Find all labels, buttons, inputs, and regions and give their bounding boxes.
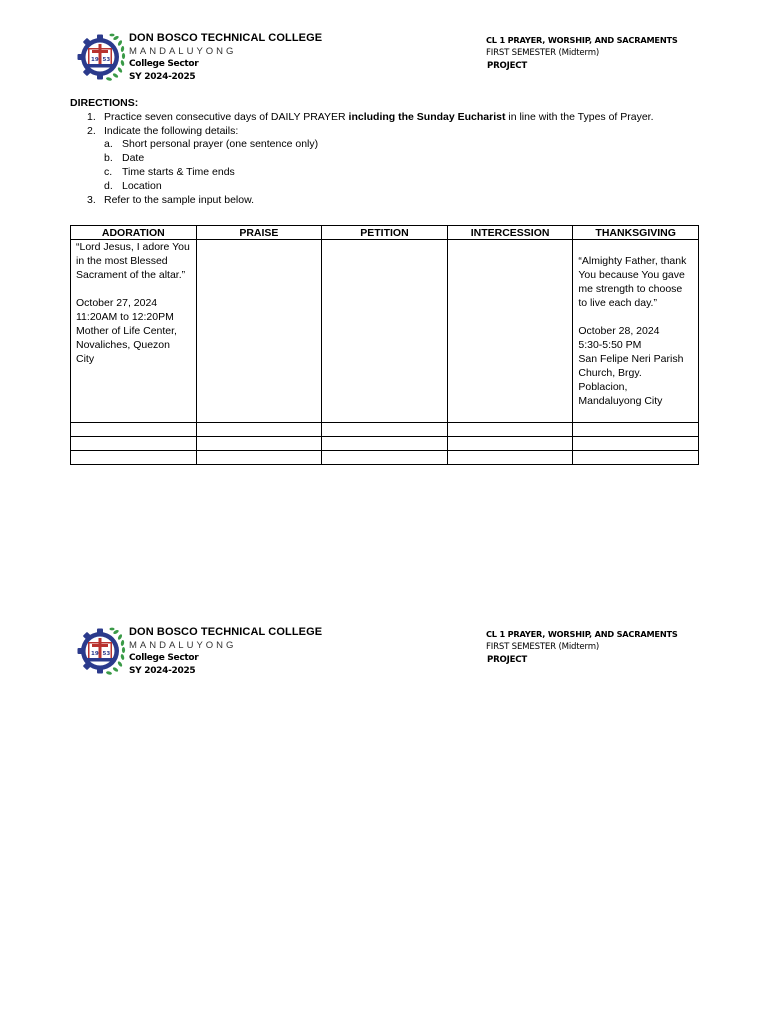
school-city: MANDALUYONG [129,46,237,57]
semester: FIRST SEMESTER (Midterm) [486,642,600,652]
school-year: SY 2024-2025 [129,72,196,82]
table-header-row [71,226,699,240]
direction-text: in line with the Types of Prayer. [505,110,654,123]
table-cell[interactable] [196,451,322,465]
direction-number: 1. [87,110,96,123]
table-cell[interactable] [71,423,197,437]
school-name: DON BOSCO TECHNICAL COLLEGE [129,32,323,44]
direction-number: 2. [87,124,96,137]
direction-item [70,194,710,208]
column-header-adoration: ADORATION [71,226,197,240]
school-year: SY 2024-2025 [129,666,196,676]
table-cell[interactable] [447,423,573,437]
table-cell[interactable] [447,451,573,465]
table-cell[interactable] [322,437,448,451]
project-label: PROJECT [487,61,528,71]
subitem-text: Short personal prayer (one sentence only) [122,138,319,151]
column-header-petition: PETITION [322,226,448,240]
course-block [486,628,678,667]
subitem-letter: a. [104,138,113,151]
direction-item [70,111,710,125]
table-cell[interactable] [573,437,699,451]
adoration-cell[interactable] [71,240,197,423]
table-row [71,451,699,465]
directions-heading: DIRECTIONS: [70,97,139,109]
direction-subitem [70,138,710,152]
petition-cell[interactable] [322,240,448,423]
direction-subitem [70,166,710,180]
direction-text: Practice seven consecutive days of DAILY PRAYER [104,110,349,123]
table-row [71,423,699,437]
table-cell[interactable] [447,437,573,451]
page-header [76,31,716,87]
thanksgiving-entry: “Almighty Father, thank You because You gave me strength to choose to live each day.” October 28, 2024 5:30-5:50 PM San Felipe Neri Parish Church, Brgy. Poblacion, Mandaluyong City [578,255,687,407]
direction-text: Refer to the sample input below. [104,193,255,206]
school-sector: College Sector [129,59,199,69]
semester: FIRST SEMESTER (Midterm) [486,48,600,58]
school-block [129,32,322,84]
direction-text: Indicate the following details: [104,124,239,137]
school-name: DON BOSCO TECHNICAL COLLEGE [129,626,323,638]
column-header-thanksgiving: THANKSGIVING [573,226,699,240]
school-logo-icon [76,31,128,83]
table-cell[interactable] [322,423,448,437]
subitem-letter: c. [104,165,113,178]
directions [70,97,710,207]
direction-emphasis: including the Sunday Eucharist [348,110,506,123]
thanksgiving-cell[interactable] [573,240,699,423]
direction-item [70,125,710,139]
column-header-intercession: INTERCESSION [447,226,573,240]
table-cell[interactable] [573,423,699,437]
school-logo-icon [76,625,128,677]
table-cell[interactable] [71,451,197,465]
subitem-letter: b. [104,152,113,165]
page-header [76,625,716,681]
column-header-praise: PRAISE [196,226,322,240]
table-row [71,240,699,423]
table-cell[interactable] [196,437,322,451]
subitem-text: Date [122,152,145,165]
direction-subitem [70,152,710,166]
project-label: PROJECT [487,655,528,665]
subitem-letter: d. [104,179,113,192]
direction-number: 3. [87,193,96,206]
direction-subitem [70,180,710,194]
table-cell[interactable] [196,423,322,437]
subitem-text: Location [122,179,162,192]
praise-cell[interactable] [196,240,322,423]
school-sector: College Sector [129,653,199,663]
table-row [71,437,699,451]
course-title: CL 1 PRAYER, WORSHIP, AND SACRAMENTS [486,629,678,639]
prayer-table [70,225,699,465]
school-block [129,626,322,678]
table-cell[interactable] [322,451,448,465]
adoration-entry: “Lord Jesus, I adore You in the most Blessed Sacrament of the altar.” October 27, 2024 11:20AM to 12:20PM Mother of Life Center, Novaliches, Quezon City [76,241,190,365]
course-block [486,34,678,73]
intercession-cell[interactable] [447,240,573,423]
subitem-text: Time starts & Time ends [122,165,235,178]
school-city: MANDALUYONG [129,640,237,651]
table-cell[interactable] [573,451,699,465]
course-title: CL 1 PRAYER, WORSHIP, AND SACRAMENTS [486,35,678,45]
table-cell[interactable] [71,437,197,451]
